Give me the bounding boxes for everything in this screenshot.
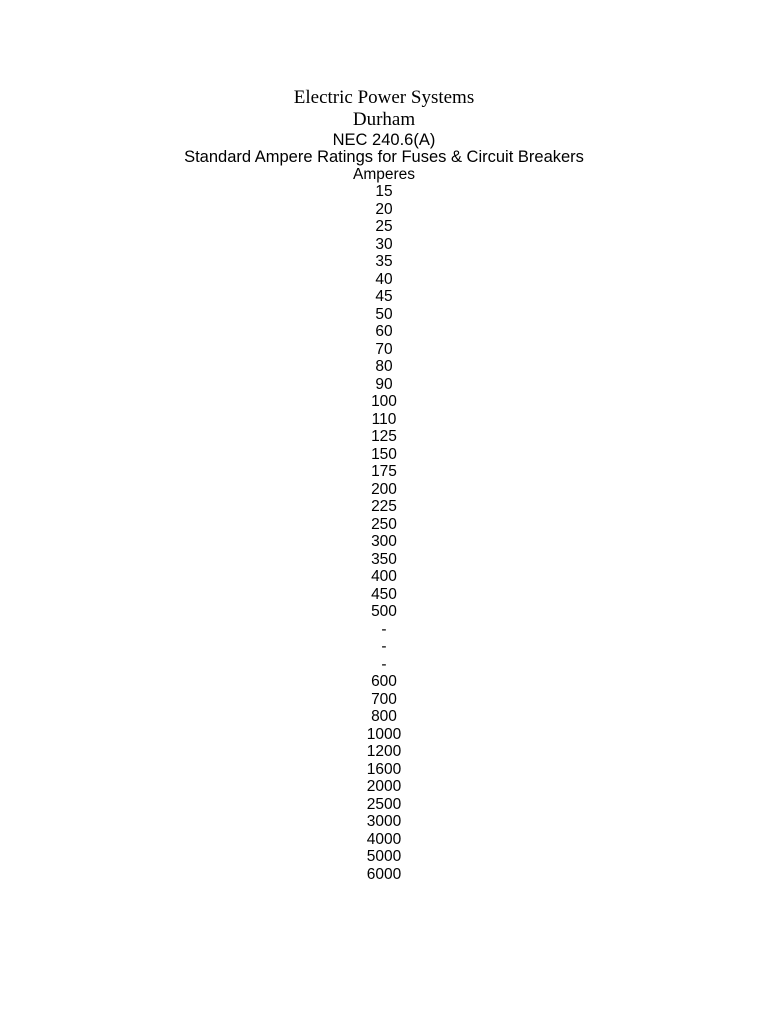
list-item: 3000 xyxy=(366,813,402,830)
list-item: 175 xyxy=(371,463,397,480)
list-item: 800 xyxy=(371,708,397,725)
list-item: 50 xyxy=(375,305,393,323)
list-item: 45 xyxy=(375,288,393,305)
list-item: 250 xyxy=(371,515,397,533)
list-item: - xyxy=(381,620,387,638)
list-item: 30 xyxy=(375,235,393,253)
list-item: 225 xyxy=(371,498,397,515)
list-item: 100 xyxy=(371,393,397,410)
list-item: 4000 xyxy=(366,830,402,848)
list-item: 35 xyxy=(375,253,393,270)
list-item: 350 xyxy=(371,550,397,568)
list-item: 6000 xyxy=(366,865,402,883)
list-item: 125 xyxy=(371,428,397,445)
list-item: 300 xyxy=(371,533,397,550)
list-item: 450 xyxy=(371,585,397,603)
list-item: 40 xyxy=(375,270,393,288)
ampere-ratings-list xyxy=(0,183,768,883)
list-item: 700 xyxy=(371,690,397,708)
list-item: 70 xyxy=(375,340,393,358)
list-item: 500 xyxy=(371,603,397,620)
code-reference: NEC 240.6(A) xyxy=(332,131,436,149)
list-item: 60 xyxy=(375,323,393,340)
list-item: 5000 xyxy=(366,848,402,865)
list-item: 1000 xyxy=(366,725,402,743)
list-item: - xyxy=(381,638,387,655)
list-item: 2000 xyxy=(366,778,402,795)
list-item: 90 xyxy=(375,375,393,393)
list-item: 1600 xyxy=(366,760,402,778)
list-item: 150 xyxy=(371,445,397,463)
list-item: 80 xyxy=(375,358,393,375)
list-item: 15 xyxy=(375,183,393,200)
list-item: 110 xyxy=(371,410,397,428)
section-heading: Standard Ampere Ratings for Fuses & Circuit Breakers xyxy=(184,148,584,166)
column-header-amperes: Amperes xyxy=(352,166,416,183)
list-item: - xyxy=(381,655,387,673)
list-item: 20 xyxy=(375,200,393,218)
list-item: 600 xyxy=(371,673,397,690)
document-title: Electric Power Systems xyxy=(293,87,475,108)
list-item: 400 xyxy=(371,568,397,585)
list-item: 1200 xyxy=(366,743,402,760)
list-item: 2500 xyxy=(366,795,402,813)
list-item: 25 xyxy=(375,218,393,235)
document-subtitle: Durham xyxy=(352,109,416,130)
list-item: 200 xyxy=(371,480,397,498)
